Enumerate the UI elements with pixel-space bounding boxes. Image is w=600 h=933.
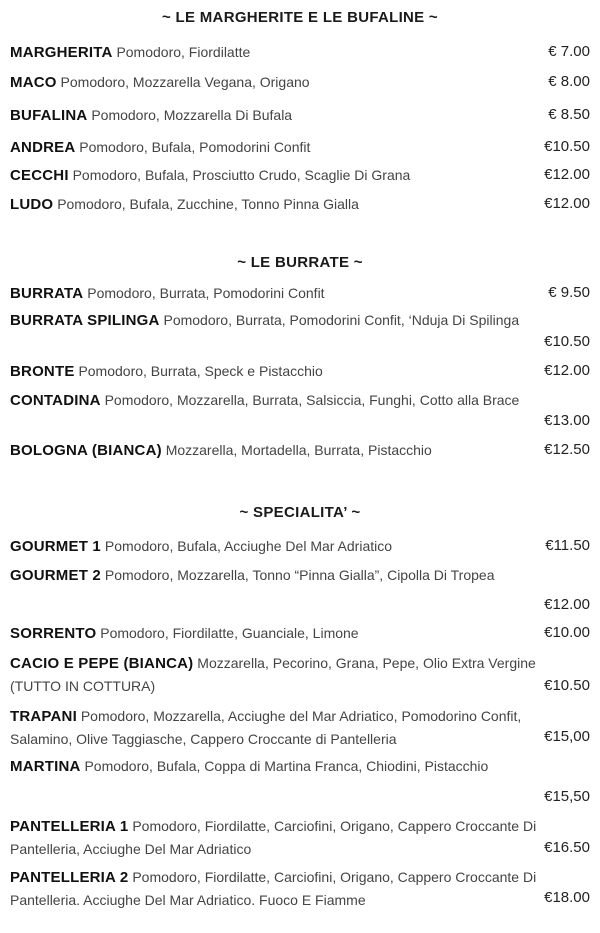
item-description: Pomodoro, Bufala, Coppa di Martina Franca, Chiodini, Pistacchio: [84, 758, 489, 774]
item-description: Pomodoro, Bufala, Prosciutto Crudo, Scaglie Di Grana: [72, 167, 411, 183]
menu-item: [10, 41, 538, 64]
item-name: PANTELLERIA 2: [10, 869, 129, 886]
item-price: €11.50: [545, 537, 590, 554]
item-price: € 8.50: [548, 106, 590, 123]
item-name: LUDO: [10, 196, 54, 213]
item-price: €16.50: [544, 839, 590, 856]
item-price: €10.00: [544, 624, 590, 641]
menu-item: [10, 652, 550, 697]
item-name: BURRATA SPILINGA: [10, 312, 160, 329]
item-name: TRAPANI: [10, 708, 77, 725]
item-description: Mozzarella, Mortadella, Burrata, Pistacchio: [165, 442, 432, 458]
item-description: Pomodoro, Fiordilatte, Carciofini, Origano, Cappero Croccante Di Pantelleria, Acciughe Del Mar Adriatico: [10, 818, 537, 857]
menu-item: [10, 360, 538, 383]
item-description: Pomodoro, Burrata, Speck e Pistacchio: [78, 363, 323, 379]
item-price: €12.00: [544, 596, 590, 613]
item-description: Pomodoro, Bufala, Zucchine, Tonno Pinna Gialla: [57, 196, 359, 212]
menu-item: [10, 136, 538, 159]
menu-item: [10, 309, 538, 332]
item-price: €12.50: [544, 441, 590, 458]
item-description: Pomodoro, Mozzarella, Burrata, Salsiccia, Funghi, Cotto alla Brace: [104, 392, 520, 408]
item-description: Pomodoro, Fiordilatte, Guanciale, Limone: [100, 625, 359, 641]
menu-item: [10, 535, 538, 558]
menu-item: [10, 104, 538, 127]
item-description: Pomodoro, Burrata, Pomodorini Confit: [87, 285, 325, 301]
menu-item: [10, 71, 538, 94]
menu-item: [10, 282, 538, 305]
item-description: Pomodoro, Burrata, Pomodorini Confit, ‘Nduja Di Spilinga: [163, 312, 520, 328]
item-name: MARTINA: [10, 758, 81, 775]
item-price: €10.50: [544, 677, 590, 694]
item-name: GOURMET 2: [10, 567, 101, 584]
item-name: CECCHI: [10, 167, 69, 184]
item-price: € 7.00: [548, 43, 590, 60]
menu-item: [10, 815, 590, 860]
item-description: Pomodoro, Mozzarella, Tonno “Pinna Gialla”, Cipolla Di Tropea: [104, 567, 495, 583]
item-name: BUFALINA: [10, 107, 88, 124]
item-name: MACO: [10, 74, 57, 91]
item-name: CONTADINA: [10, 392, 101, 409]
menu-item: [10, 622, 538, 645]
item-name: PANTELLERIA 1: [10, 818, 129, 835]
item-description: Mozzarella, Pecorino, Grana, Pepe, Olio Extra Vergine (TUTTO IN COTTURA): [10, 655, 536, 694]
item-name: BURRATA: [10, 285, 84, 302]
item-price: €15,50: [544, 788, 590, 805]
item-name: CACIO E PEPE (BIANCA): [10, 655, 194, 672]
item-name: ANDREA: [10, 139, 76, 156]
item-price: €10.50: [544, 333, 590, 350]
section-title: ~ LE BURRATE ~: [237, 254, 363, 271]
item-name: BOLOGNA (BIANCA): [10, 442, 162, 459]
item-price: €12.00: [544, 362, 590, 379]
menu-item: [10, 193, 538, 216]
menu-item: [10, 439, 538, 462]
menu-item: [10, 164, 538, 187]
item-description: Pomodoro, Fiordilatte: [116, 44, 251, 60]
item-name: SORRENTO: [10, 625, 97, 642]
item-price: €13.00: [544, 412, 590, 429]
item-price: €18.00: [544, 889, 590, 906]
item-price: €12.00: [544, 166, 590, 183]
item-name: BRONTE: [10, 363, 75, 380]
menu-item: [10, 705, 540, 750]
item-price: €12.00: [544, 195, 590, 212]
item-description: Pomodoro, Bufala, Pomodorini Confit: [79, 139, 311, 155]
item-description: Pomodoro, Mozzarella, Acciughe del Mar Adriatico, Pomodorino Confit, Salamino, Olive Taggiasche, Cappero Croccante di Pantelleria: [10, 708, 522, 747]
item-price: € 8.00: [548, 73, 590, 90]
menu-item: [10, 755, 580, 778]
item-name: MARGHERITA: [10, 44, 113, 61]
item-description: Pomodoro, Mozzarella Vegana, Origano: [60, 74, 310, 90]
item-price: € 9.50: [548, 284, 590, 301]
item-price: €15,00: [544, 728, 590, 745]
item-description: Pomodoro, Bufala, Acciughe Del Mar Adriatico: [104, 538, 393, 554]
menu-item: [10, 564, 580, 587]
menu-item: [10, 866, 590, 911]
menu-item: [10, 389, 538, 412]
section-title: ~ SPECIALITA’ ~: [239, 504, 361, 521]
item-name: GOURMET 1: [10, 538, 101, 555]
item-description: Pomodoro, Fiordilatte, Carciofini, Origano, Cappero Croccante Di Pantelleria. Acciughe Del Mar Adriatico. Fuoco E Fiamme: [10, 869, 537, 908]
item-price: €10.50: [544, 138, 590, 155]
item-description: Pomodoro, Mozzarella Di Bufala: [91, 107, 293, 123]
section-title: ~ LE MARGHERITE E LE BUFALINE ~: [162, 9, 438, 26]
